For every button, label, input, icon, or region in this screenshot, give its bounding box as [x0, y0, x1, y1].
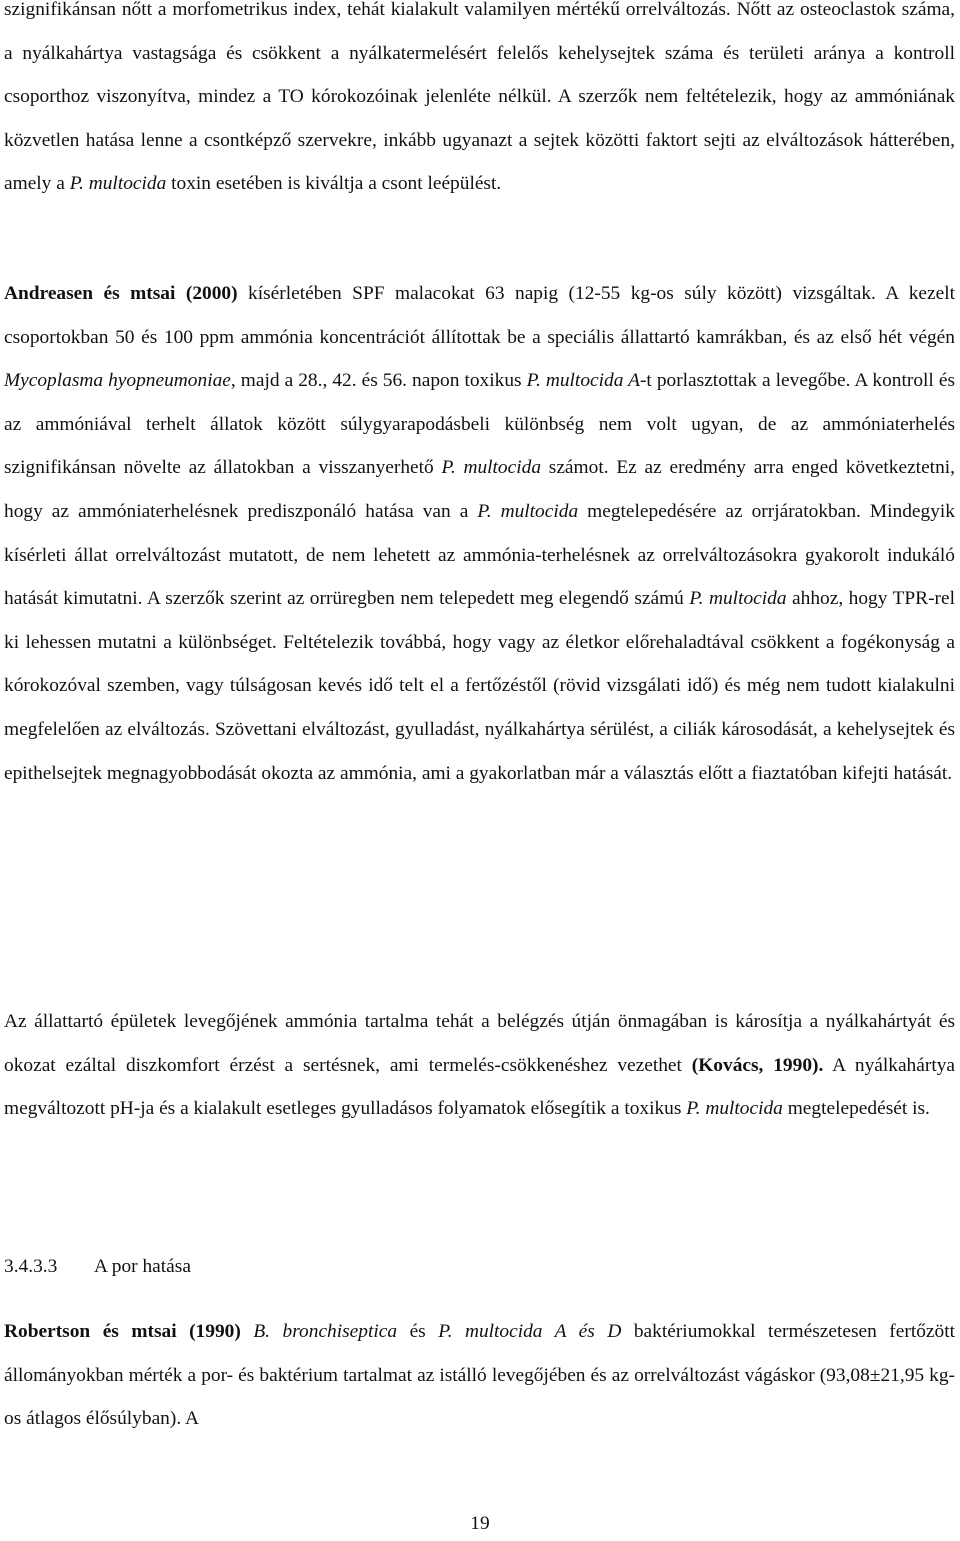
- text-run: -t porlasztottak a levegőbe. A kontroll és az ammóniával terhelt állatok között súlygyarapodásbeli különbség nem volt ugyan, de az ammóniaterhelés szignifikánsan növelte az állatokban a visszanyerhető: [4, 370, 955, 479]
- italic-term: P. multocida: [477, 500, 579, 522]
- text-run: és: [397, 1321, 439, 1342]
- italic-term: P. multocida: [441, 457, 542, 479]
- text-run: Az állattartó épületek levegőjének ammónia tartalma tehát a belégzés útján önmagában is károsítja a nyálkahártyát és okozat ezáltal diszkomfort érzést a sertésnek, ami termelés-csökkenéshez vezethet: [4, 1011, 955, 1076]
- text-run: ahhoz, hogy TPR-rel ki lehessen mutatni a különbséget. Feltételezik továbbá, hogy vagy az életkor előrehaladtával csökkent a fogékonyság a kórokozóval szemben, vagy túlságosan kevés idő telt el a fertőzéstől (rövid vizsgálati idő) és még nem tudott kialakulni megfelelően az elváltozás. Szövettani elváltozást, gyulladást, nyálkahártya sérülést, a ciliák károsodását, a kehelysejtek és epithelsejtek megnagyobbodását okozta az ammónia, ami a gyakorlatban már a választás előtt a fiaztatóban kifejti hatását.: [4, 588, 955, 784]
- bold-citation: Andreasen és mtsai (2000): [4, 283, 238, 304]
- text-run: [241, 1321, 254, 1342]
- paragraph-4: [4, 1310, 955, 1441]
- text-run: toxin esetében is kiváltja a csont leépülést.: [166, 173, 502, 195]
- italic-term: B. bronchiseptica: [253, 1321, 398, 1342]
- text-run: A nyálkahártya megváltozott pH-ja és a kialakult esetleges gyulladásos folyamatok elősegítik a toxikus: [4, 1054, 956, 1120]
- italic-term: P. multocida: [69, 173, 167, 195]
- page-number: 19: [470, 1513, 490, 1534]
- paragraph-2: [4, 272, 955, 795]
- paragraph-1: [4, 0, 955, 206]
- text-run: , majd a 28., 42. és 56. napon toxikus: [230, 370, 527, 392]
- italic-term: Mycoplasma hyopneumoniae: [4, 370, 231, 392]
- bold-citation: Robertson és mtsai (1990): [4, 1321, 241, 1342]
- paragraph-3: [4, 1000, 955, 1131]
- text-run: megtelepedésére az orrjáratokban. Mindegyik kísérleti állat orrelváltozást mutatott, de nem lehetett az ammónia-terhelésnek az orrelváltozásokra gyakorolt indukáló hatását kimutatni. A szerzők szerint az orrüregben nem telepedett meg elegendő számú: [4, 500, 955, 610]
- italic-term: P. multocida: [689, 588, 787, 610]
- text-run: szignifikánsan nőtt a morfometrikus index, tehát kialakult valamilyen mértékű orrelváltozás. Nőtt az osteoclastok száma, a nyálkahártya vastagsága és csökkent a nyálkatermelésért felelős kehelysejtek száma és területi aránya a kontroll csoporthoz viszonyítva, mindez a TO kórokozóinak jelenléte nélkül. A szerzők nem feltételezik, hogy az ammóniának közvetlen hatása lenne a csontképző szervekre, inkább ugyanazt a sejtek közötti faktort sejti az elváltozások hátterében, amely a: [4, 0, 955, 195]
- section-number: 3.4.3.3: [4, 1256, 58, 1277]
- bold-citation: (Kovács, 1990).: [691, 1054, 824, 1076]
- section-title: A por hatása: [94, 1256, 191, 1277]
- section-heading: [4, 1245, 191, 1289]
- text-run: számot. Ez az eredmény arra enged következtetni, hogy az ammóniaterhelésnek prediszponáló hatása van a: [4, 457, 955, 522]
- text-run: kísérletében SPF malacokat 63 napig (12-55 kg-os súly között) vizsgáltak. A kezelt csoportokban 50 és 100 ppm ammónia koncentrációt állítottak be a speciális állattartó kamrákban, és az első hét végén: [4, 283, 955, 348]
- italic-term: P. multocida: [686, 1098, 783, 1120]
- text-run: megtelepedését is.: [782, 1098, 930, 1120]
- italic-term: P. multocida A: [526, 370, 640, 392]
- text-run: baktériumokkal természetesen fertőzött állományokban mérték a por- és baktérium tartalmat az istálló levegőjében és az orrelváltozást vágáskor (93,08±21,95 kg-os átlagos élősúlyban). A: [4, 1321, 955, 1430]
- italic-term: P. multocida A és D: [438, 1321, 622, 1342]
